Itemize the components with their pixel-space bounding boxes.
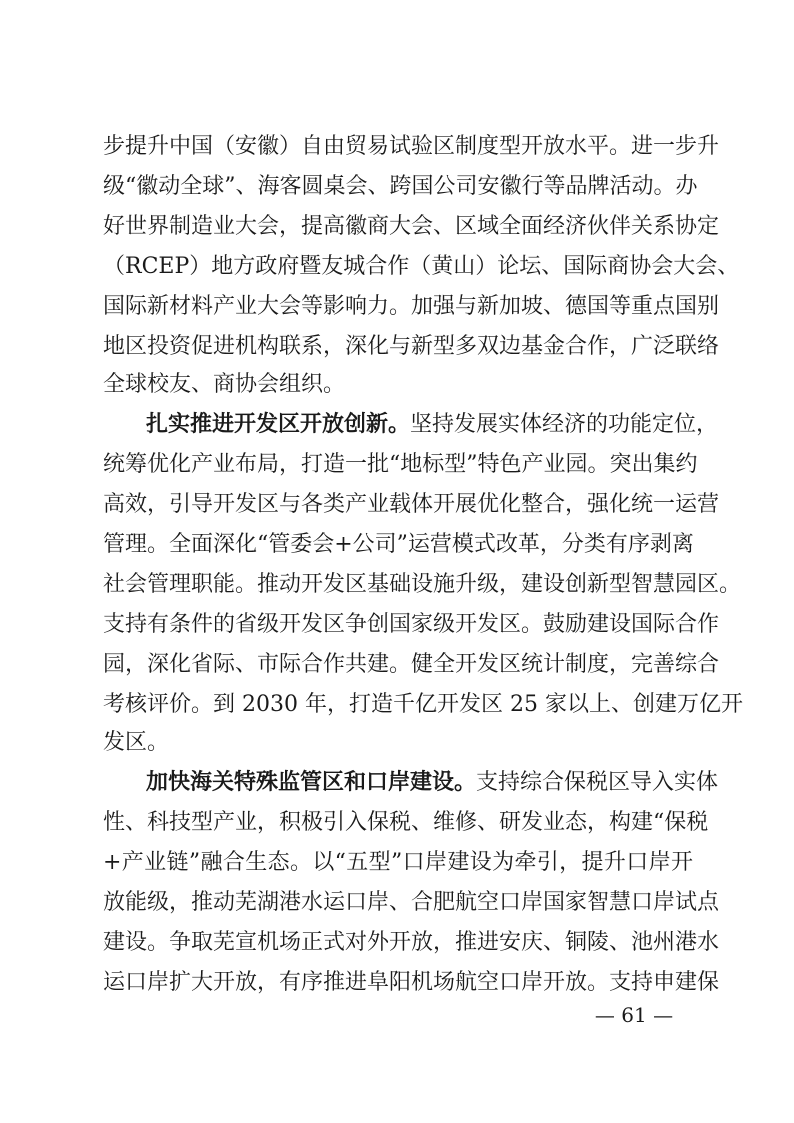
paragraph-1-line-1: 步提升中国（安徽）自由贸易试验区制度型开放水平。进一步升 xyxy=(103,134,720,159)
paragraph-2-line-4: 管理。全面深化“管委会+公司”运营模式改革，分类有序剥离 xyxy=(103,532,694,557)
paragraph-2-line-5: 社会管理职能。推动开发区基础设施升级，建设创新型智慧园区。 xyxy=(103,572,742,597)
paragraph-1-line-3: 好世界制造业大会，提高徽商大会、区域全面经济伙伴关系协定 xyxy=(103,214,720,239)
paragraph-2-line-8: 考核评价。到 2030 年，打造千亿开发区 25 家以上、创建万亿开 xyxy=(103,692,743,717)
paragraph-1-line-6: 地区投资促进机构联系，深化与新型多双边基金合作，广泛联络 xyxy=(103,334,720,359)
paragraph-2-line-2: 统筹优化产业布局，打造一批“地标型”特色产业园。突出集约 xyxy=(103,452,698,477)
paragraph-3-heading: 加快海关特殊监管区和口岸建设。 xyxy=(146,770,477,795)
paragraph-2-line-7: 园，深化省际、市际合作共建。健全开发区统计制度，完善综合 xyxy=(103,652,720,677)
page-number: — 61 — xyxy=(594,1003,674,1027)
paragraph-3-first-line xyxy=(146,763,719,803)
paragraph-3-first-line-rest: 支持综合保税区导入实体 xyxy=(476,770,719,795)
paragraph-1-line-4: （RCEP）地方政府暨友城合作（黄山）论坛、国际商协会大会、 xyxy=(103,254,740,279)
paragraph-1-line-5: 国际新材料产业大会等影响力。加强与新加坡、德国等重点国别 xyxy=(103,294,720,319)
paragraph-2-line-6: 支持有条件的省级开发区争创国家级开发区。鼓励建设国际合作 xyxy=(103,612,720,637)
paragraph-3-line-2: 性、科技型产业，积极引入保税、维修、研发业态，构建“保税 xyxy=(103,810,709,835)
paragraph-3-line-5: 建设。争取芜宣机场正式对外开放，推进安庆、铜陵、池州港水 xyxy=(103,930,720,955)
paragraph-3-line-4: 放能级，推动芜湖港水运口岸、合肥航空口岸国家智慧口岸试点 xyxy=(103,890,720,915)
paragraph-1-line-2: 级“徽动全球”、海客圆桌会、跨国公司安徽行等品牌活动。办 xyxy=(103,174,698,199)
paragraph-2-line-3: 高效，引导开发区与各类产业载体开展优化整合，强化统一运营 xyxy=(103,492,720,517)
paragraph-2-first-line xyxy=(146,405,719,445)
paragraph-2-first-line-rest: 坚持发展实体经济的功能定位， xyxy=(410,412,719,437)
paragraph-3-line-3: +产业链”融合生态。以“五型”口岸建设为牵引，提升口岸开 xyxy=(103,850,693,875)
paragraph-3-line-6: 运口岸扩大开放，有序推进阜阳机场航空口岸开放。支持申建保 xyxy=(103,970,720,995)
paragraph-2-line-9: 发区。 xyxy=(103,730,170,755)
paragraph-2-heading: 扎实推进开发区开放创新。 xyxy=(146,412,411,437)
paragraph-1-line-7: 全球校友、商协会组织。 xyxy=(103,372,346,397)
